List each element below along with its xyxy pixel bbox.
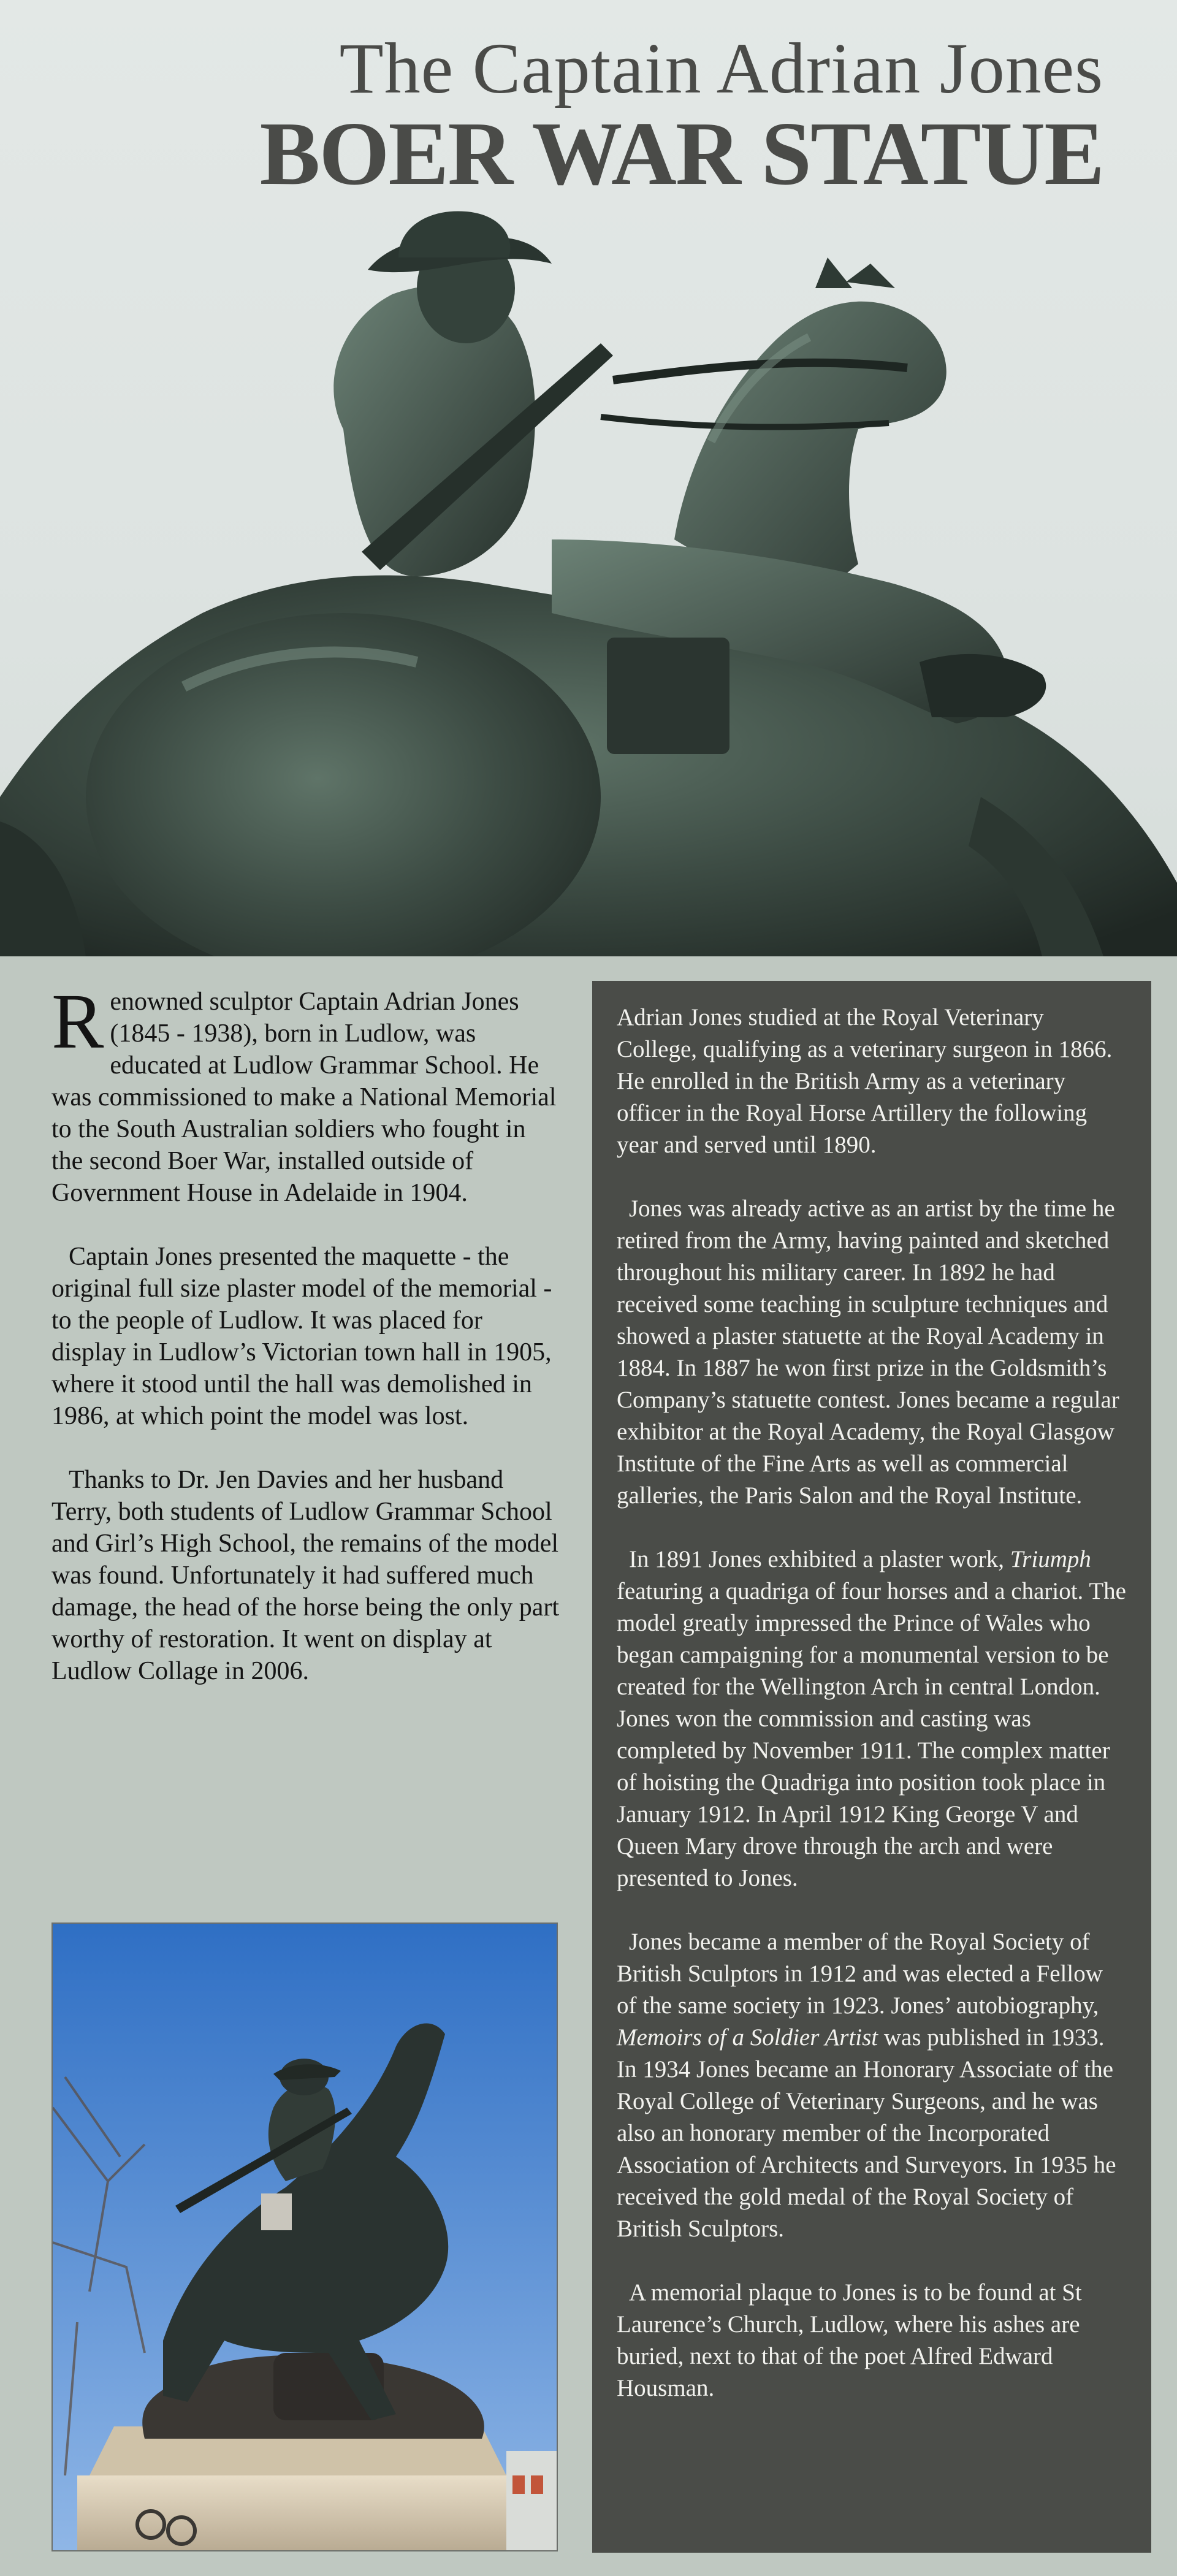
bio-paragraph-3 [617,1544,1127,1894]
maquette-paragraph: Captain Jones presented the maquette - the original full size plaster model of the memorial - to the people of Ludlow. It was placed for display in Ludlow’s Victorian town hall in 1905, where it stood until the hall was demolished in 1986, at which point the model was lost. [51,1243,552,1430]
hero-banner [0,0,1177,956]
biography-panel [592,981,1151,2553]
page-title [259,28,1103,204]
bio-paragraph-2: Jones was already active as an artist by the time he retired from the Army, having painted and sketched throughout his military career. In 1892 he had received some teaching in sculpture techniques and showed a plaster statuette at the Royal Academy in 1884. In 1887 he won first prize in the Goldsmith’s Company’s statuette contest. Jones became a regular exhibitor at the Royal Academy, the Royal Glasgow Institute of the Fine Arts as well as commercial galleries, the Paris Salon and the Royal Institute. [617,1195,1119,1509]
statue-photo [51,1922,558,2551]
intro-paragraph [51,978,562,1209]
bio-p4-post: was published in 1933. In 1934 Jones became an Honorary Associate of the Royal College of Veterinary Surgeons, and he was also an honorary member of the Incorporated Association of Architects and Surveyors. In 1935 he received the gold medal of the Royal Society of British Sculptors. [617,2024,1116,2242]
bio-p4-pre: Jones became a member of the Royal Society of British Sculptors in 1912 and was elected a Fellow of the same society in 1923. Jones’ autobiography, [617,1929,1103,2019]
bio-p3-pre: In 1891 Jones exhibited a plaster work, [629,1546,1010,1572]
bio-paragraph-1: Adrian Jones studied at the Royal Veterinary College, qualifying as a veterinary surgeon in 1866. He enrolled in the British Army as a veterinary officer in the Royal Horse Artillery the following year and served until 1890. [617,1004,1113,1158]
discovery-paragraph: Thanks to Dr. Jen Davies and her husband Terry, both students of Ludlow Grammar School and Girl’s High School, the remains of the model was found. Unfortunately it had suffered much damage, the head of the horse being the only part worthy of restoration. It went on display at Ludlow Collage in 2006. [51,1466,560,1685]
title-line-1: The Captain Adrian Jones [339,28,1103,109]
bio-paragraph-4 [617,1926,1127,2245]
triumph-title: Triumph [1010,1546,1091,1572]
memoir-title: Memoirs of a Soldier Artist [617,2024,878,2051]
title-line-2: BOER WAR STATUE [259,104,1103,204]
dropcap: R [51,978,104,1065]
intro-text: enowned sculptor Captain Adrian Jones (1845 - 1938), born in Ludlow, was educated at Ludlow Grammar School. He was commissioned to make a National Memorial to the South Australian soldiers who fought in the second Boer War, installed outside of Government House in Adelaide in 1904. [51,988,557,1207]
bio-p3-post: featuring a quadriga of four horses and a chariot. The model greatly impressed the Prince of Wales who began campaigning for a monumental version to be created for the Wellington Arch in central London. Jones won the commission and casting was completed by November 1911. The complex matter of hoisting the Quadriga into position took place in January 1912. In April 1912 King George V and Queen Mary drove through the arch and were presented to Jones. [617,1578,1126,1891]
statue-photo-image [53,1924,557,2550]
left-column [51,978,562,1719]
bio-paragraph-5: A memorial plaque to Jones is to be found at St Laurence’s Church, Ludlow, where his ashes are buried, next to that of the poet Alfred Edward Housman. [617,2279,1082,2401]
